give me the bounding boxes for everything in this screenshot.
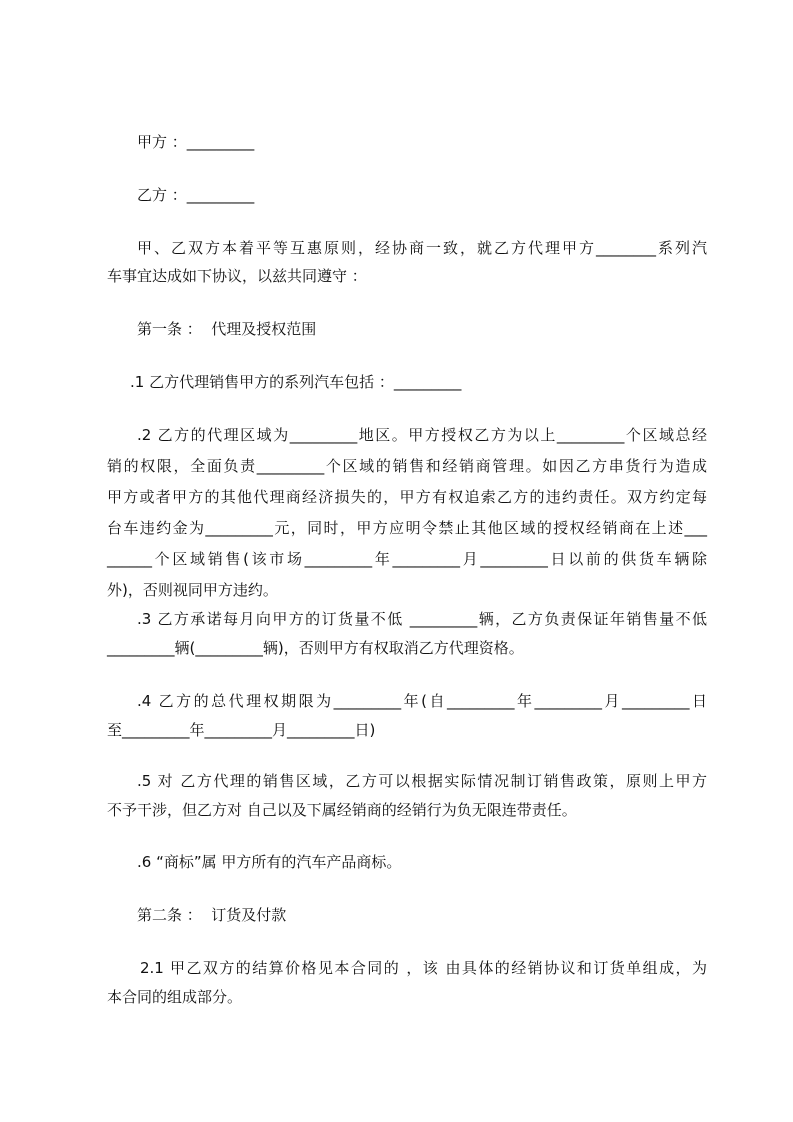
article-2-title: 第二条 ： 订货及付款 — [137, 906, 287, 924]
clause-1-2-line: ______个区域销售(该市场_________年_________月_________日以前的供货车辆除 — [107, 550, 707, 568]
clause-1-6: .6 “商标”属 甲方所有的汽车产品商标。 — [137, 853, 402, 871]
clause-1-1: .1 乙方代理销售甲方的系列汽车包括 ：_________ — [130, 373, 462, 391]
clause-1-2-line: 销的权限，全面负责_________个区域的销售和经销商管理。如因乙方串货行为造成 — [107, 457, 707, 475]
preamble-line: 车事宜达成如下协议，以兹共同遵守 ： — [107, 267, 367, 285]
clause-1-3-line: .3 乙方承诺每月向甲方的订货量不低 _________辆，乙方负责保证年销售量不低 — [137, 610, 707, 628]
clause-1-4-line: 至_________年_________月_________日) — [107, 721, 376, 739]
party-b-line: 乙方 ：_________ — [137, 186, 255, 204]
clause-2-1-line: 2.1 甲乙双方的结算价格见本合同的 ，该 由具体的经销协议和订货单组成，为 — [140, 959, 707, 977]
clause-2-1-line: 本合同的组成部分。 — [107, 988, 243, 1006]
clause-1-4-line: .4 乙方的总代理权期限为_________年(自_________年_________月_________日 — [137, 692, 707, 710]
clause-1-5-line: 不予干涉，但乙方对 自己以及下属经销商的经销行为负无限连带责任。 — [107, 801, 577, 819]
clause-1-3-line: _________辆(_________辆)，否则甲方有权取消乙方代理资格。 — [107, 639, 524, 657]
clause-1-2-line: 台车违约金为_________元，同时，甲方应明令禁止其他区域的授权经销商在上述___ — [107, 519, 707, 537]
article-1-title: 第一条 ： 代理及授权范围 — [137, 320, 317, 338]
clause-1-2-line: 甲方或者甲方的其他代理商经济损失的，甲方有权追索乙方的违约责任。双方约定每 — [107, 488, 707, 506]
clause-1-2-line: .2 乙方的代理区域为_________地区。甲方授权乙方为以上_________个区域总经 — [137, 426, 707, 444]
clause-1-2-line: 外)，否则视同甲方违约。 — [107, 581, 278, 599]
party-a-line: 甲方 ：_________ — [137, 133, 255, 151]
clause-1-5-line: .5 对 乙方代理的销售区域，乙方可以根据实际情况制订销售政策，原则上甲方 — [137, 772, 707, 790]
preamble-line: 甲、乙双方本着平等互惠原则，经协商一致，就乙方代理甲方________系列汽 — [137, 239, 707, 257]
